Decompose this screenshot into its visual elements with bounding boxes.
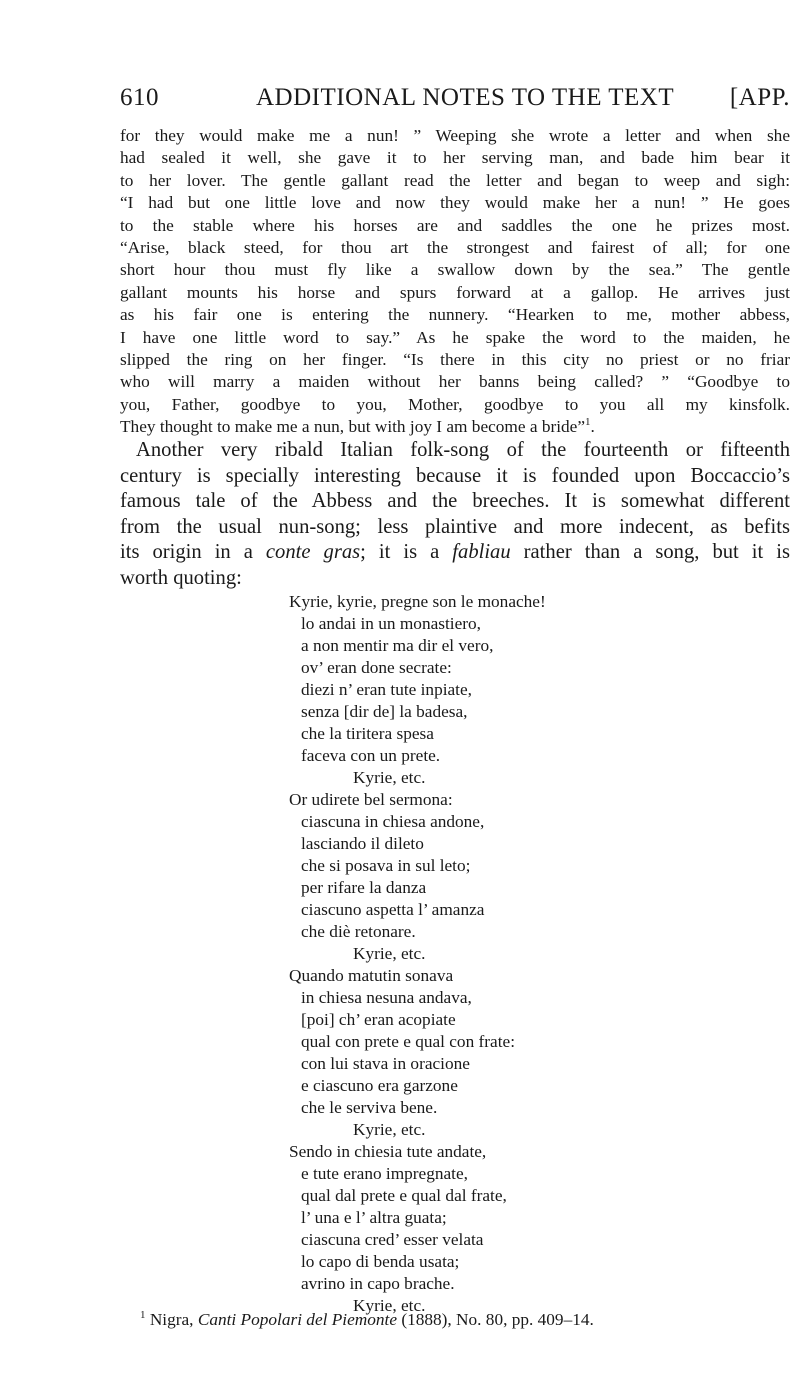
poem-line: che le serviva bene. [301, 1098, 438, 1117]
text-span: its origin in a [120, 541, 266, 564]
text-line: slipped the ring on her finger. “Is there in this city no priest or no friar [120, 350, 790, 370]
text-line [120, 540, 790, 566]
poem-refrain: Kyrie, etc. [353, 768, 426, 787]
text-line: who will marry a maiden without her banns being called? ” “Goodbye to [120, 372, 790, 392]
text-line: for they would make me a nun! ” Weeping she wrote a letter and when she [120, 126, 790, 145]
paragraph-continued [120, 125, 790, 439]
text-line: short hour thou must fly like a swallow down by the sea.” The gentle [120, 260, 790, 280]
poem-line: l’ una e l’ altra guata; [301, 1208, 447, 1227]
poem-line: Kyrie, kyrie, pregne son le monache! [289, 592, 546, 611]
italic-term: conte gras [265, 541, 361, 564]
poem-line: Quando matutin sonava [289, 966, 454, 985]
footnote [140, 1310, 594, 1330]
footnote-marker: 1 [140, 1309, 146, 1322]
text-span: rather than a song, but it is [510, 541, 790, 564]
poem-line: ciascuna cred’ esser velata [301, 1230, 484, 1249]
text-line: had sealed it well, she gave it to her serving man, and bade him bear it [120, 148, 790, 168]
poem-line: ciascuno aspetta l’ amanza [301, 900, 485, 919]
poem-line: che si posava in sul leto; [301, 856, 471, 875]
italic-term: fabliau [452, 541, 511, 564]
poem-line: avrino in capo brache. [301, 1274, 455, 1293]
poem-line: qual con prete e qual con frate: [301, 1032, 515, 1051]
poem-refrain: Kyrie, etc. [353, 1120, 426, 1139]
sentence-end: . [590, 417, 595, 437]
poem-line: che diè retonare. [301, 922, 416, 941]
poem-line: e ciascuno era garzone [301, 1076, 458, 1095]
text-line: Another very ribald Italian folk-song of the fourteenth or fifteenth [136, 439, 790, 461]
poem-line: faceva con un prete. [301, 746, 441, 765]
paragraph-folk-song [120, 438, 790, 592]
text-line: as his fair one is entering the nunnery. “Hearken to me, mother abbess, [120, 305, 790, 325]
poem-line: qual dal prete e qual dal frate, [301, 1186, 507, 1205]
text-line: gallant mounts his horse and spurs forward at a gallop. He arrives just [120, 282, 790, 302]
text-line: you, Father, goodbye to you, Mother, goodbye to you all my kinsfolk. [120, 394, 790, 414]
poem-line: e tute erano impregnate, [301, 1164, 468, 1183]
poem-line: Sendo in chiesia tute andate, [289, 1142, 487, 1161]
text-line: “Arise, black steed, for thou art the strongest and fairest of all; for one [120, 238, 790, 258]
poem-line: in chiesa nesuna andava, [301, 988, 472, 1007]
running-title: ADDITIONAL NOTES TO THE TEXT [256, 84, 675, 111]
poem-line: ciascuna in chiesa andone, [301, 812, 485, 831]
page-number: 610 [120, 84, 159, 111]
text-span: ; it is a [360, 541, 453, 564]
poem-line: diezi n’ eran tute inpiate, [301, 680, 472, 699]
poem-line: che la tiritera spesa [301, 724, 434, 743]
poem-refrain: Kyrie, etc. [353, 1296, 426, 1315]
text-line: worth quoting: [120, 566, 242, 589]
poem-line: per rifare la danza [301, 878, 427, 897]
footnote-citation: (1888), No. 80, pp. 409–14. [397, 1310, 594, 1329]
poem-line: con lui stava in oracione [301, 1054, 470, 1073]
poem-line: [poi] ch’ eran acopiate [301, 1010, 456, 1029]
poem-line: lo capo di benda usata; [301, 1252, 460, 1271]
footnote-author: Nigra, [145, 1310, 198, 1329]
poem-line: lo andai in un monastiero, [301, 614, 481, 633]
text-line-body: They thought to make me a nun, but with joy I am become a bride” [120, 417, 586, 437]
text-line: to the stable where his horses are and saddles the one he prizes most. [120, 215, 790, 235]
text-line: from the usual nun-song; less plaintive and more indecent, as befits [120, 515, 790, 538]
poem-line: a non mentir ma dir el vero, [301, 636, 494, 655]
footnote-title: Canti Popolari del Piemonte [197, 1310, 398, 1329]
footnote-reference[interactable]: 1 [585, 416, 591, 429]
text-line: famous tale of the Abbess and the breeches. It is somewhat different [120, 490, 790, 513]
text-line: I have one little word to say.” As he spake the word to the maiden, he [120, 327, 790, 347]
text-line [120, 416, 790, 438]
poem-line: Or udirete bel sermona: [289, 790, 453, 809]
section-marker: [APP. [729, 84, 790, 111]
text-line: century is specially interesting because it is founded upon Boccaccio’s [120, 464, 790, 487]
text-line: “I had but one little love and now they would make her a nun! ” He goes [120, 193, 790, 213]
poem-line: ov’ eran done secrate: [301, 658, 452, 677]
text-line: to her lover. The gentle gallant read the letter and began to weep and sigh: [120, 170, 790, 190]
poem-line: senza [dir de] la badesa, [301, 702, 468, 721]
poem-line: lasciando il dileto [301, 834, 424, 853]
running-header [120, 84, 790, 116]
poem-refrain: Kyrie, etc. [353, 944, 426, 963]
